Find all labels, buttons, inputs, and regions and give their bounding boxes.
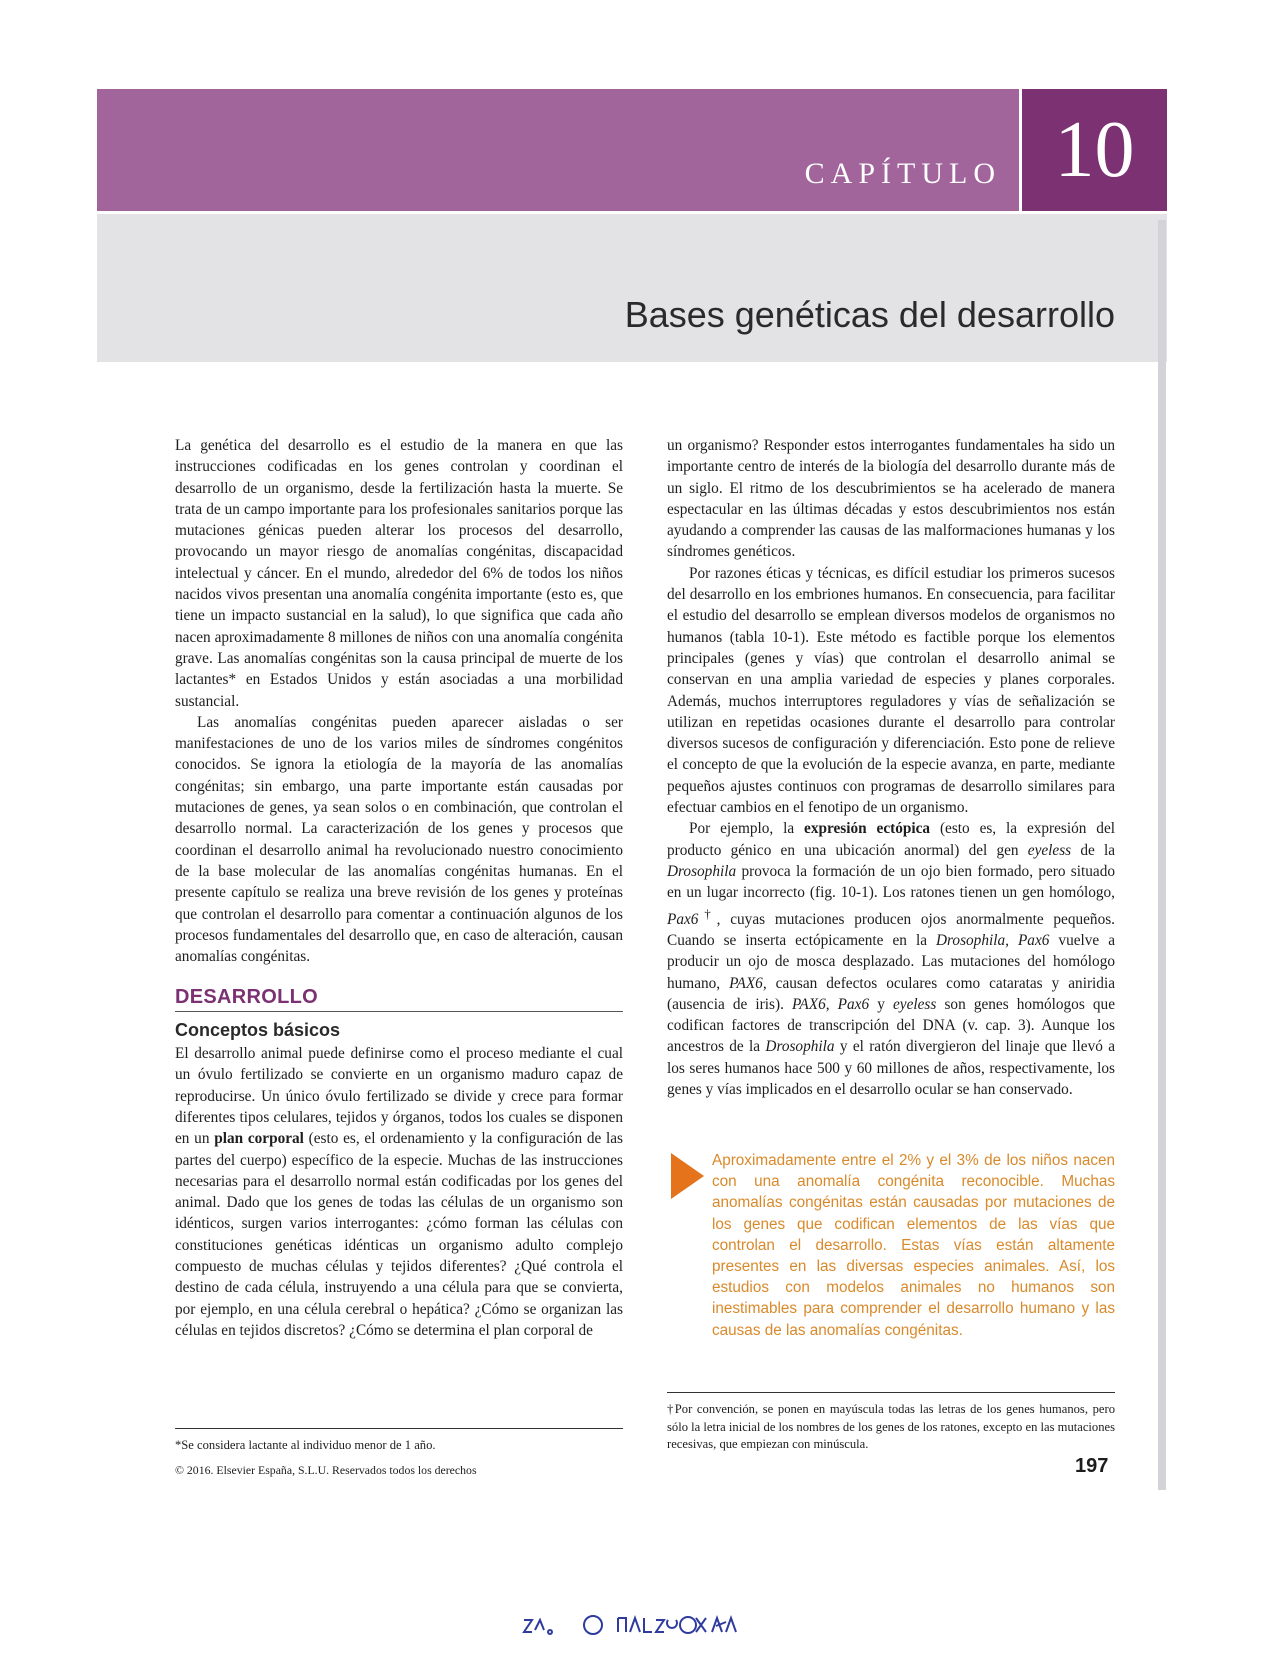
right-paragraph-3: Por ejemplo, la expresión ectópica (esto es, la expresión del producto génico en una ubicación anormal) del gen eyeless de la Drosophila provoca la formación de un ojo bien formado, pero situado en un lugar incorrecto (fig. 10-1). Los ratones tienen un gen homólogo, Pax6†, cuyas mutaciones producen ojos anormalmente pequeños. Cuando se inserta ectópicamente en la Drosophila, Pax6 vuelve a producir un ojo de mosca desplazado. Las mutaciones del homólogo humano, PAX6, causan defectos oculares como cataratas y aniridia (ausencia de iris). PAX6, Pax6 y eyeless son genes homólogos que codifican factores de transcripción del DNA (v. cap. 3). Aunque los ancestros de la Drosophila y el ratón divergieron del linaje que llevó a los seres humanos hace 500 y 60 millones de años, respectivamente, los genes y vías implicados en el desarrollo ocular se han conservado. [667, 820, 1115, 1098]
scan-watermark [520, 1612, 770, 1638]
watermark-glyphs-icon [520, 1612, 770, 1638]
right-paragraph-1: un organismo? Responder estos interrogantes fundamentales ha sido un importante centro de interés de la biología del desarrollo durante más de un siglo. El ritmo de los descubrimientos se ha acelerado de manera espectacular en las últimas décadas y estos descubrimientos nos están ayudando a comprender las causas de las malformaciones humanas y los síndromes genéticos. [667, 437, 1115, 561]
left-column [175, 435, 623, 1341]
chapter-title: Bases genéticas del desarrollo [624, 294, 1115, 335]
copyright-notice: © 2016. Elsevier España, S.L.U. Reservados todos los derechos [175, 1463, 477, 1477]
subsection-heading: Conceptos básicos [175, 1019, 341, 1040]
callout-text: Aproximadamente entre el 2% y el 3% de los niños nacen con una anomalía congénita reconocible. Muchas anomalías congénitas están causadas por mutaciones de los genes que codifican elementos de las vías que controlan el desarrollo. Estas vías están altamente presentes en las diversas especies animales. Así, los estudios con modelos animales no humanos son inestimables para comprender el desarrollo humano y las causas de las anomalías congénitas. [712, 1152, 1115, 1339]
page-number: 197 [1075, 1455, 1109, 1477]
callout-arrow-icon [671, 1153, 704, 1199]
bold-term: plan corporal [214, 1130, 304, 1148]
intro-paragraph-2: Las anomalías congénitas pueden aparecer aisladas o ser manifestaciones de uno de los varios miles de síndromes congénitos conocidos. Se ignora la etiología de la mayoría de las anomalías congénitas; sin embargo, una parte importante están causadas por mutaciones de genes, ya sean solos o en combinación, que controlan el desarrollo normal. La caracterización de los genes y procesos que coordinan el desarrollo animal ha revolucionado nuestro conocimiento de la base molecular de las anomalías congénitas humanas. En el presente capítulo se realiza una breve revisión de los genes y proteínas que controlan el desarrollo para comentar a continuación algunos de los procesos fundamentales del desarrollo que, en caso de alteración, causan anomalías congénitas. [175, 713, 623, 966]
chapter-banner [97, 89, 1019, 211]
footnote-rule-right [667, 1392, 1115, 1393]
footnote-right: †Por convención, se ponen en mayúscula todas las letras de los genes humanos, pero sólo la letra inicial de los nombres de los genes de los ratones, excepto en las mutaciones recesivas, que empiezan con minúscula. [667, 1402, 1116, 1451]
intro-paragraph-1: La genética del desarrollo es el estudio de la manera en que las instrucciones codificadas en los genes controlan y coordinan el desarrollo de un organismo, desde la fertilización hasta la muerte. Se trata de un campo importante para los profesionales sanitarios porque las mutaciones génicas pueden alterar los procesos del desarrollo, provocando un mayor riesgo de anomalías congénitas, discapacidad intelectual y cáncer. En el mundo, alrededor del 6% de todos los niños nacidos vivos presentan una anomalía congénita importante (esto es, que tiene un impacto sustancial en la salud), lo que significa que cada año nacen aproximadamente 8 millones de niños con una anomalía congénita grave. Las anomalías congénitas son la causa principal de muerte de los lactantes* en Estados Unidos y están asociadas a una morbilidad sustancial. [175, 437, 623, 710]
footnote-rule-left [175, 1428, 623, 1429]
right-paragraph-2: Por razones éticas y técnicas, es difícil estudiar los primeros sucesos del desarrollo en los embriones humanos. En consecuencia, para facilitar el estudio del desarrollo se emplean diversos modelos de organismos no humanos (tabla 10-1). Este método es factible porque los elementos principales (genes y vías) que controlan el desarrollo animal se conservan en una amplia variedad de especies y planes corporales. Además, muchos interruptores reguladores y vías de señalización se utilizan en repetidas ocasiones durante el desarrollo para controlar diversos sucesos de configuración y diferenciación. Esto pone de relieve el concepto de que la evolución de la especie avanza, en parte, mediante pequeños ajustes continuos con programas de desarrollo similares para efectuar cambios en el fenotipo de un organismo. [667, 564, 1115, 817]
chapter-number: 10 [1054, 106, 1135, 194]
chapter-label: CAPÍTULO [804, 157, 1001, 190]
title-band [97, 214, 1167, 362]
key-point-callout [667, 1150, 1115, 1360]
footnote-left: *Se considera lactante al individuo menor de 1 año. [175, 1438, 436, 1452]
page-edge-strip [1158, 220, 1166, 1490]
basics-paragraph: El desarrollo animal puede definirse como el proceso mediante el cual un óvulo fertilizado se convierte en un organismo maduro capaz de reproducirse. Un único óvulo fertilizado se divide y crece para formar diferentes tipos celulares, tejidos y órganos, todos los cuales se disponen en un plan corporal (esto es, el ordenamiento y la configuración de las partes del cuerpo) específico de la especie. Muchas de las instrucciones necesarias para el desarrollo normal están codificadas por los genes del animal. Dado que los genes de todas las células de un organismo son idénticos, surgen varios interrogantes: ¿cómo forman las células con constituciones genéticas idénticas un organismo adulto complejo compuesto de muchas células y tejidos diferentes? ¿Qué controla el destino de cada célula, instruyendo a una célula para que se convierta, por ejemplo, en una célula cerebral o hepática? ¿Cómo se organizan las células en tejidos discretos? ¿Cómo se determina el plan corporal de [175, 1045, 623, 1339]
section-heading: DESARROLLO [175, 987, 623, 1011]
right-column [667, 435, 1115, 1100]
chapter-number-box [1022, 89, 1167, 211]
